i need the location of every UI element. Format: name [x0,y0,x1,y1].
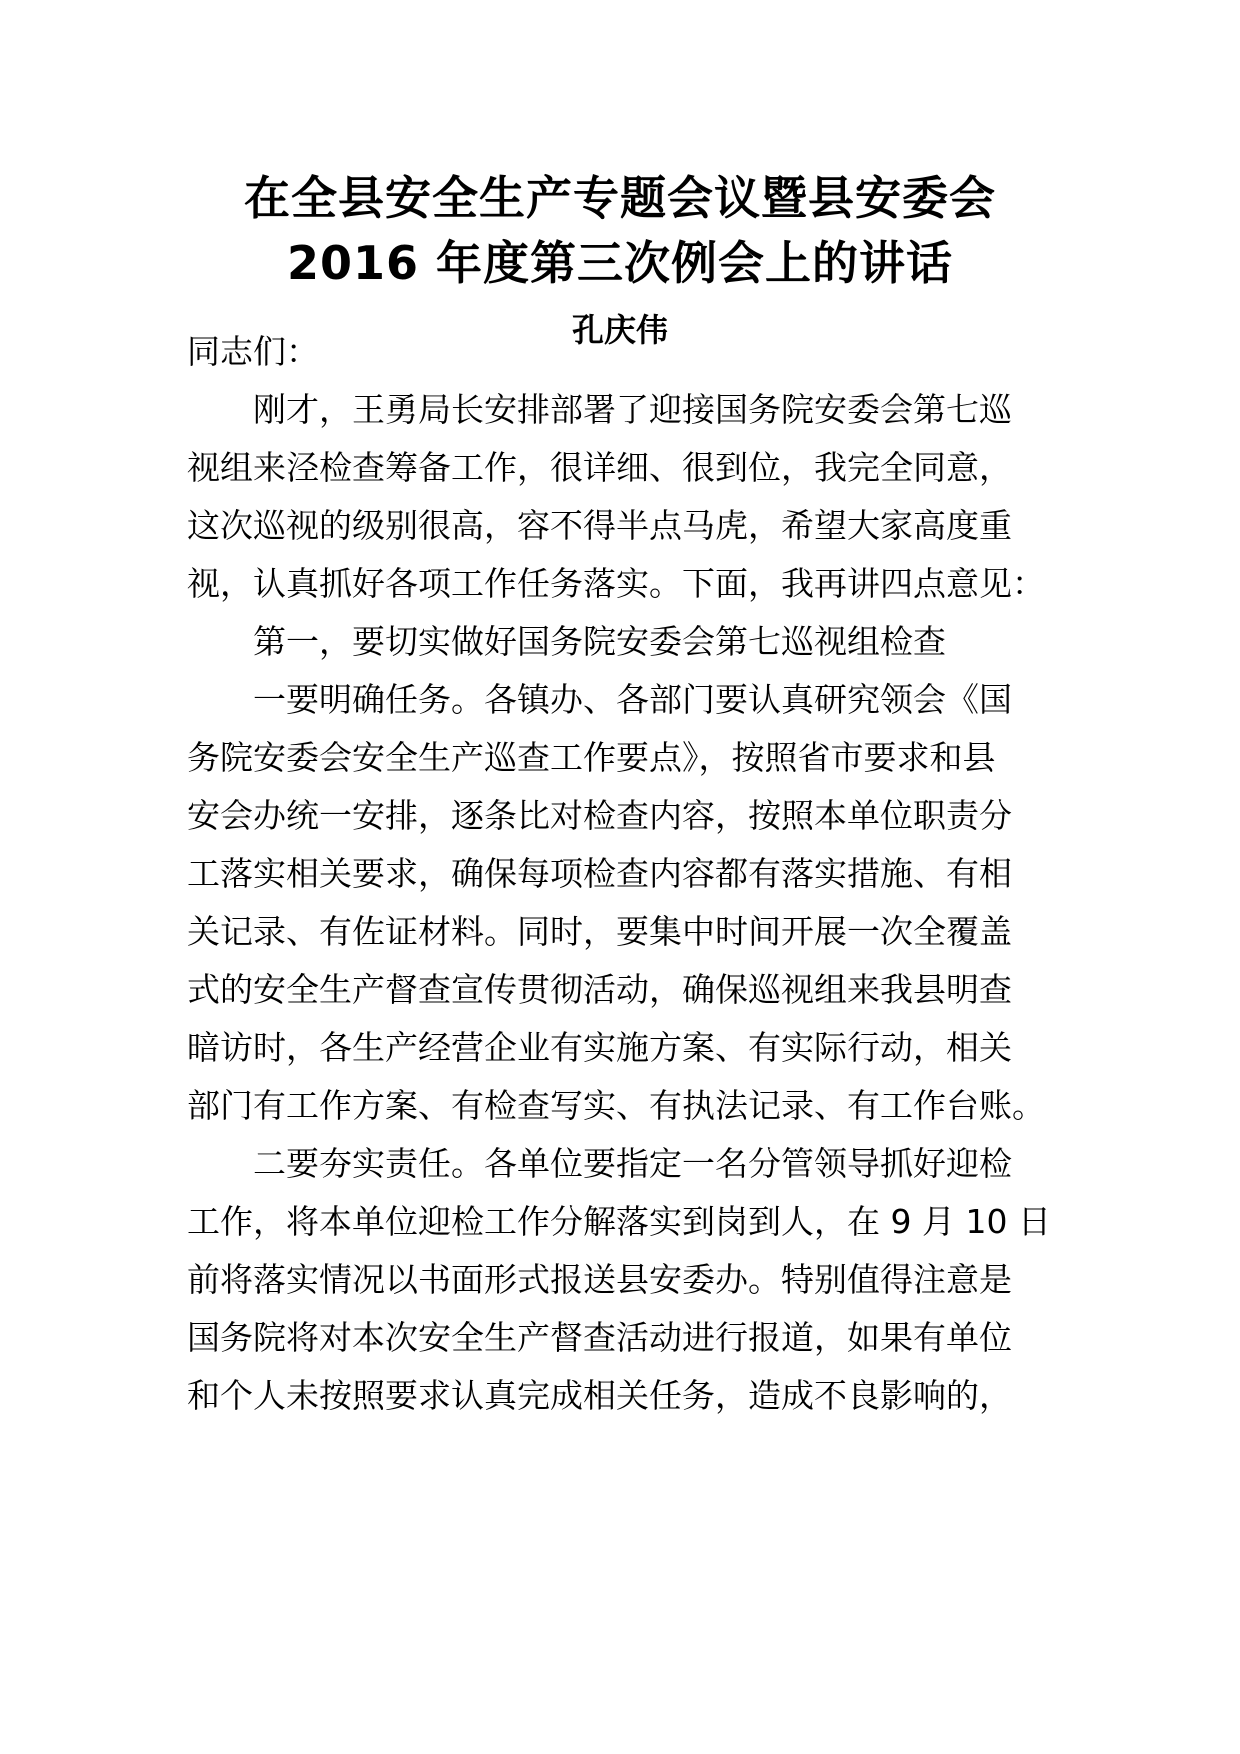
body-line: 前将落实情况以书面形式报送县安委办。特别值得注意是 [187,1260,1012,1299]
body-line: 暗访时，各生产经营企业有实施方案、有实际行动，相关 [187,1028,1012,1067]
section-heading: 第一，要切实做好国务院安委会第七巡视组检查 [253,622,946,661]
body-line: 这次巡视的级别很高，容不得半点马虎，希望大家高度重 [187,506,1012,545]
body-line: 式的安全生产督查宣传贯彻活动，确保巡视组来我县明查 [187,970,1012,1009]
body-line: 工作，将本单位迎检工作分解落实到岗到人，在 9 月 10 日 [187,1202,1051,1241]
body-line: 务院安委会安全生产巡查工作要点》，按照省市要求和县 [187,738,996,777]
author-name: 孔庆伟 [571,311,668,349]
body-line: 工落实相关要求，确保每项检查内容都有落实措施、有相 [187,854,1012,893]
salutation: 同志们： [187,332,319,371]
body-line: 国务院将对本次安全生产督查活动进行报道，如果有单位 [187,1318,1012,1357]
body-line: 和个人未按照要求认真完成相关任务，造成不良影响的， [187,1376,1012,1415]
body-line: 刚才，王勇局长安排部署了迎接国务院安委会第七巡 [253,390,1012,429]
body-line: 一要明确任务。各镇办、各部门要认真研究领会《国 [253,680,1012,719]
body-line: 部门有工作方案、有检查写实、有执法记录、有工作台账。 [187,1086,1045,1125]
document-title-line-1: 在全县安全生产专题会议暨县安委会 [244,171,996,225]
body-line: 二要夯实责任。各单位要指定一名分管领导抓好迎检 [253,1144,1012,1183]
body-line: 关记录、有佐证材料。同时，要集中时间开展一次全覆盖 [187,912,1012,951]
body-line: 视组来泾检查筹备工作，很详细、很到位，我完全同意， [187,448,1012,487]
body-line: 安会办统一安排，逐条比对检查内容，按照本单位职责分 [187,796,1012,835]
document-title-line-2: 2016 年度第三次例会上的讲话 [286,236,954,290]
body-line: 视，认真抓好各项工作任务落实。下面，我再讲四点意见： [187,564,1045,603]
